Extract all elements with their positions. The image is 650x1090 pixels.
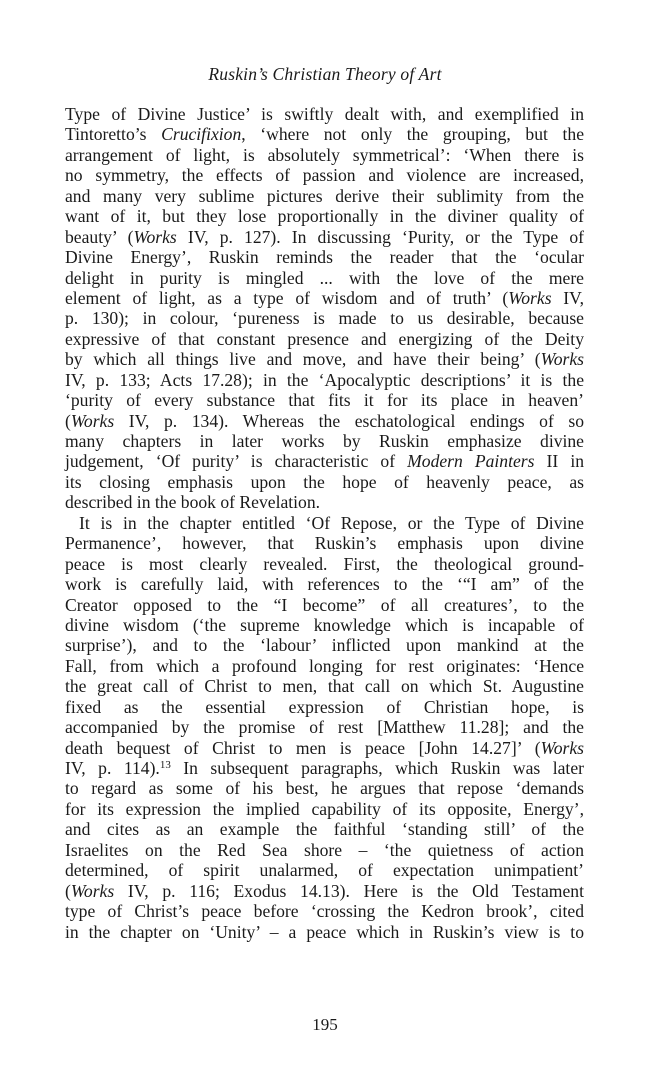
text-span: by which all things live and move, and have their being’ (: [65, 349, 541, 370]
text-span: p. 130); in colour, ‘pureness is made to us desirable, because: [65, 308, 584, 329]
text-span: its closing emphasis upon the hope of heavenly peace, as: [65, 471, 584, 492]
text-span: IV,: [551, 287, 585, 308]
text-span: determined, of spirit unalarmed, of expectation unimpatient’: [65, 860, 584, 881]
text-span: work is carefully laid, with references to the ‘“I am” of the: [65, 574, 584, 595]
text-line: [65, 186, 584, 206]
text-span: beauty’ (: [65, 226, 134, 247]
text-span: IV, p. 133; Acts 17.28); in the ‘Apocalyptic descriptions’ it is the: [65, 369, 584, 390]
text-span: , ‘where not only the grouping, but the: [241, 124, 585, 145]
text-span: divine wisdom (‘the supreme knowledge which is incapable of: [65, 614, 584, 635]
text-line: [65, 227, 584, 247]
text-line: [65, 411, 584, 431]
text-span: surprise’), and to the ‘labour’ inflicted upon mankind at the: [65, 635, 584, 656]
text-line: [65, 554, 584, 574]
text-line: [65, 206, 584, 226]
text-span: ‘purity of every substance that fits it for its place in heaven’: [65, 390, 584, 411]
text-line: [65, 370, 584, 390]
text-line: [65, 145, 584, 165]
text-span: death bequest of Christ to men is peace [John 14.27]’ (: [65, 737, 541, 758]
text-line: [65, 615, 584, 635]
text-span: In subsequent paragraphs, which Ruskin was later: [170, 758, 584, 778]
text-line: [65, 431, 584, 451]
italic-text: Modern Painters: [407, 451, 535, 472]
text-span: for its expression the implied capability of its opposite, Energy’,: [65, 798, 584, 819]
text-span: and many very sublime pictures derive their sublimity from the: [65, 185, 584, 206]
italic-text: Works: [508, 287, 552, 308]
text-span: Israelites on the Red Sea shore – ‘the quietness of action: [65, 839, 584, 860]
page-number: 195: [312, 1015, 338, 1034]
body-text: [65, 104, 584, 942]
text-line: [65, 165, 584, 185]
text-line: [65, 329, 584, 349]
text-span: (: [65, 410, 71, 431]
text-line: [65, 901, 584, 921]
footnote-ref: 13: [159, 759, 171, 771]
text-line: [65, 697, 584, 717]
text-span: many chapters in later works by Ruskin emphasize divine: [65, 431, 584, 451]
text-line: [65, 308, 584, 328]
text-span: accompanied by the promise of rest [Matthew 11.28]; and the: [65, 717, 584, 738]
text-line: [65, 390, 584, 410]
italic-text: Works: [133, 226, 177, 247]
text-span: delight in purity is mingled ... with the love of the mere: [65, 267, 584, 288]
text-line: [65, 758, 584, 778]
text-span: arrangement of light, is absolutely symmetrical’: ‘When there is: [65, 144, 584, 165]
text-span: Type of Divine Justice’ is swiftly dealt with, and exemplified in: [65, 104, 584, 124]
text-line: [65, 595, 584, 615]
text-span: expressive of that constant presence and energizing of the Deity: [65, 328, 584, 349]
text-line: [65, 676, 584, 696]
text-span: and cites as an example the faithful ‘standing still’ of the: [65, 819, 584, 840]
text-span: Fall, from which a profound longing for rest originates: ‘Hence: [65, 655, 584, 676]
italic-text: Works: [540, 737, 584, 758]
text-span: the great call of Christ to men, that call on which St. Augustine: [65, 676, 584, 697]
text-line: [65, 860, 584, 880]
text-line: [65, 799, 584, 819]
text-span: type of Christ’s peace before ‘crossing the Kedron brook’, cited: [65, 901, 584, 922]
text-span: IV, p. 116; Exodus 14.13). Here is the Old Testament: [114, 880, 584, 901]
text-line: [65, 451, 584, 471]
text-line: [65, 492, 584, 512]
text-line: [65, 268, 584, 288]
text-span: element of light, as a type of wisdom and of truth’ (: [65, 287, 509, 308]
text-line: [65, 533, 584, 553]
italic-text: Works: [70, 880, 115, 901]
text-span: (: [65, 880, 71, 901]
text-line: [65, 717, 584, 737]
text-line: [65, 124, 584, 144]
text-line: [65, 840, 584, 860]
text-span: II in: [534, 451, 584, 472]
text-line: [65, 104, 584, 124]
text-line: [65, 778, 584, 798]
text-span: judgement, ‘Of purity’ is characteristic of: [65, 451, 408, 472]
text-line: [65, 472, 584, 492]
text-span: to regard as some of his best, he argues that repose ‘demands: [65, 778, 584, 799]
text-line: [65, 288, 584, 308]
text-line: [65, 819, 584, 839]
text-span: Divine Energy’, Ruskin reminds the reader that the ‘ocular: [65, 247, 584, 268]
italic-text: Works: [70, 410, 115, 431]
running-head: Ruskin’s Christian Theory of Art: [208, 64, 442, 84]
text-line: [65, 574, 584, 594]
italic-text: Crucifixion: [161, 124, 242, 145]
text-span: IV, p. 114).: [65, 758, 160, 778]
text-line: [65, 656, 584, 676]
text-span: no symmetry, the effects of passion and violence are increased,: [65, 165, 584, 186]
text-line: [65, 922, 584, 942]
text-line: [65, 513, 584, 533]
text-span: described in the book of Revelation.: [65, 492, 321, 513]
text-line: [65, 881, 584, 901]
text-line: [65, 247, 584, 267]
text-span: fixed as the essential expression of Christian hope, is: [65, 696, 584, 717]
text-line: [65, 738, 584, 758]
text-span: Tintoretto’s: [65, 124, 162, 145]
text-span: IV, p. 134). Whereas the eschatological endings of so: [114, 410, 584, 431]
text-span: Creator opposed to the “I become” of all creatures’, to the: [65, 594, 584, 615]
text-span: It is in the chapter entitled ‘Of Repose, or the Type of Divine: [79, 512, 584, 533]
text-span: want of it, but they lose proportionally in the diviner quality of: [65, 206, 584, 227]
text-line: [65, 635, 584, 655]
text-span: Permanence’, however, that Ruskin’s emphasis upon divine: [65, 533, 584, 554]
text-span: peace is most clearly revealed. First, the theological ground-: [65, 553, 584, 574]
text-span: in the chapter on ‘Unity’ – a peace which in Ruskin’s view is to: [65, 921, 584, 942]
italic-text: Works: [540, 349, 584, 370]
text-span: IV, p. 127). In discussing ‘Purity, or the Type of: [176, 226, 584, 247]
text-line: [65, 349, 584, 369]
